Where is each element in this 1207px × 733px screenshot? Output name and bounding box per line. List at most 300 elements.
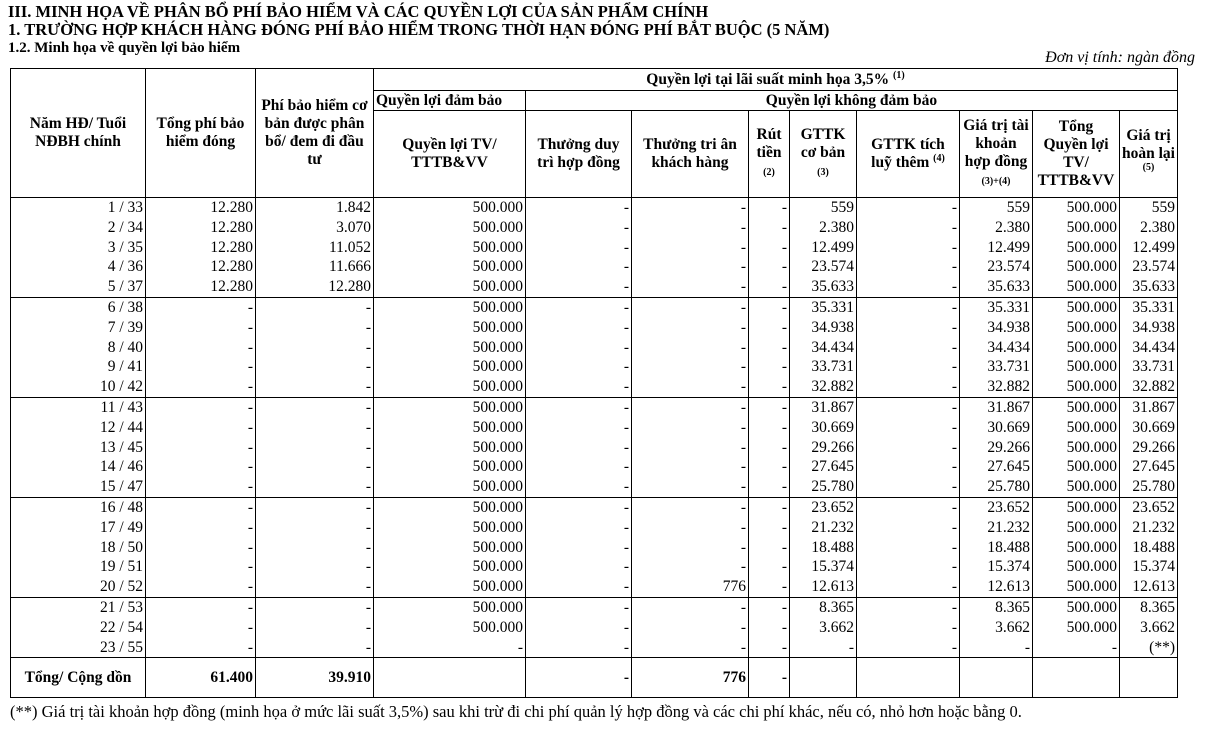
cell-value: - <box>623 598 629 616</box>
cell-value: 500.000 <box>472 418 523 436</box>
cell-value: 12.280 <box>210 199 253 216</box>
cell-value: 500.000 <box>1066 238 1117 256</box>
cell-value: 500.000 <box>472 558 523 576</box>
cell-value: - <box>781 538 787 556</box>
header-rate-group: Quyền lợi tại lãi suất minh họa 3,5% $^{(1)}$ <box>374 69 1178 91</box>
totals-account-value <box>960 658 1033 698</box>
cell-value: 34.434 <box>811 338 854 356</box>
cell-value: - <box>781 298 787 316</box>
totals-base-av <box>790 658 857 698</box>
cell-value: 500.000 <box>1066 278 1117 296</box>
cell-value: 1 / 33 <box>107 199 143 216</box>
cell-value: 17 / 49 <box>99 518 143 536</box>
cell-value: - <box>623 418 629 436</box>
cell-value: 23.652 <box>1132 498 1175 516</box>
cell-value: - <box>623 558 629 576</box>
cell-value: - <box>365 298 371 316</box>
cell-value: - <box>365 578 371 596</box>
totals-base-premium: 39.910 <box>256 658 374 698</box>
cell-value: - <box>247 358 253 376</box>
cell-value: 3.070 <box>336 218 371 236</box>
cell-value: - <box>781 338 787 356</box>
cell-value: - <box>951 258 957 276</box>
header-loyalty-bonus: Thưởng tri ân khách hàng <box>632 111 749 198</box>
cell-value: 500.000 <box>472 358 523 376</box>
cell-value: 23 / 55 <box>99 638 143 656</box>
cell-surrender <box>1120 597 1178 657</box>
cell-loyalty-bonus <box>632 198 749 298</box>
cell-value: 3.662 <box>819 618 854 636</box>
cell-value: 34.434 <box>1132 338 1175 356</box>
table-row-group <box>11 397 1178 497</box>
cell-value: 14 / 46 <box>99 458 143 476</box>
cell-value: - <box>781 618 787 636</box>
totals-maintenance-bonus: - <box>526 658 632 698</box>
cell-withdrawal <box>749 497 790 597</box>
cell-value: 500.000 <box>472 218 523 236</box>
footnote: (**) Giá trị tài khoản hợp đồng (minh họa ở mức lãi suất 3,5%) sau khi trừ đi chi phí quản lý hợp đồng và các chi phí khác, nếu có, nhỏ hơn hoặc bằng 0. <box>10 702 1022 721</box>
cell-loyalty-bonus <box>632 397 749 497</box>
cell-value: - <box>623 318 629 336</box>
cell-value: - <box>740 638 746 656</box>
cell-value: - <box>951 618 957 636</box>
cell-value: 2.380 <box>819 218 854 236</box>
cell-total-benefit <box>1033 597 1120 657</box>
cell-value: 25.780 <box>987 478 1030 496</box>
cell-value: 500.000 <box>1066 578 1117 596</box>
cell-base-av <box>790 198 857 298</box>
cell-value: 12.280 <box>210 258 253 276</box>
cell-value: - <box>365 458 371 476</box>
cell-extra-av <box>857 198 960 298</box>
cell-value: - <box>951 418 957 436</box>
header-total-premium: Tổng phí bảo hiểm đóng <box>146 69 256 198</box>
cell-value: 6 / 38 <box>107 298 143 316</box>
cell-value: 2 / 34 <box>107 218 143 236</box>
cell-value: 12.280 <box>210 238 253 256</box>
cell-value: 3.662 <box>995 618 1030 636</box>
cell-extra-av <box>857 297 960 397</box>
cell-value: - <box>247 318 253 336</box>
cell-death-benefit <box>374 497 526 597</box>
cell-value: - <box>365 358 371 376</box>
cell-value: 500.000 <box>472 318 523 336</box>
cell-value: - <box>740 478 746 496</box>
cell-value: - <box>365 498 371 516</box>
cell-value: 27.645 <box>987 458 1030 476</box>
cell-base-premium <box>256 597 374 657</box>
cell-value: - <box>740 438 746 456</box>
cell-value: - <box>740 258 746 276</box>
cell-account-value <box>960 397 1033 497</box>
cell-value: - <box>740 318 746 336</box>
cell-value: - <box>623 298 629 316</box>
cell-value: 4 / 36 <box>107 258 143 276</box>
cell-value: - <box>781 238 787 256</box>
cell-value: 559 <box>1151 199 1175 216</box>
cell-extra-av <box>857 597 960 657</box>
cell-withdrawal <box>749 297 790 397</box>
cell-value: 500.000 <box>1066 398 1117 416</box>
cell-value: - <box>247 538 253 556</box>
cell-value: 2.380 <box>1140 218 1175 236</box>
cell-value: 15 / 47 <box>99 478 143 496</box>
cell-value: 500.000 <box>472 578 523 596</box>
cell-value: - <box>951 598 957 616</box>
cell-value: - <box>951 458 957 476</box>
cell-value: 35.331 <box>811 298 854 316</box>
cell-total-benefit <box>1033 297 1120 397</box>
cell-value: - <box>623 238 629 256</box>
cell-value: - <box>365 318 371 336</box>
cell-value: - <box>781 418 787 436</box>
cell-value: - <box>781 578 787 596</box>
cell-value: 32.882 <box>811 378 854 396</box>
cell-value: 12.613 <box>987 578 1030 596</box>
cell-value: - <box>247 398 253 416</box>
cell-value: - <box>781 458 787 476</box>
cell-base-av <box>790 297 857 397</box>
cell-value: 500.000 <box>1066 378 1117 396</box>
cell-death-benefit <box>374 297 526 397</box>
cell-value: - <box>1024 638 1030 656</box>
cell-value: 500.000 <box>472 378 523 396</box>
cell-base-av <box>790 597 857 657</box>
cell-account-value <box>960 198 1033 298</box>
cell-value: - <box>781 638 787 656</box>
cell-total-benefit <box>1033 397 1120 497</box>
cell-value: 23.574 <box>1132 258 1175 276</box>
cell-value: 776 <box>722 578 746 596</box>
cell-value: - <box>848 638 854 656</box>
cell-value: 25.780 <box>811 478 854 496</box>
cell-value: 27.645 <box>811 458 854 476</box>
cell-value: - <box>781 358 787 376</box>
cell-value: 15.374 <box>811 558 854 576</box>
cell-value: 27.645 <box>1132 458 1175 476</box>
cell-value: 500.000 <box>1066 438 1117 456</box>
cell-value: 34.938 <box>1132 318 1175 336</box>
cell-extra-av <box>857 497 960 597</box>
cell-value: - <box>781 498 787 516</box>
cell-death-benefit <box>374 198 526 298</box>
cell-value: - <box>365 618 371 636</box>
cell-value: 500.000 <box>472 298 523 316</box>
cell-value: - <box>247 578 253 596</box>
cell-value: 25.780 <box>1132 478 1175 496</box>
cell-value: - <box>365 338 371 356</box>
totals-extra-av <box>857 658 960 698</box>
cell-year <box>11 497 146 597</box>
cell-value: - <box>365 418 371 436</box>
cell-total-premium <box>146 397 256 497</box>
cell-value: 500.000 <box>1066 298 1117 316</box>
cell-value: - <box>740 458 746 476</box>
cell-value: - <box>951 518 957 536</box>
cell-base-premium <box>256 198 374 298</box>
cell-value: - <box>740 358 746 376</box>
cell-value: - <box>623 398 629 416</box>
cell-value: 11 / 43 <box>100 398 143 416</box>
cell-value: - <box>740 378 746 396</box>
totals-row <box>11 658 1178 698</box>
cell-value: - <box>740 418 746 436</box>
cell-value: 35.633 <box>1132 278 1175 296</box>
unit-note: Đơn vị tính: ngàn đồng <box>1045 49 1195 66</box>
cell-value: - <box>623 578 629 596</box>
cell-value: - <box>623 358 629 376</box>
cell-base-premium <box>256 297 374 397</box>
cell-value: - <box>781 518 787 536</box>
cell-value: 31.867 <box>811 398 854 416</box>
cell-value: - <box>623 278 629 296</box>
cell-maintenance-bonus <box>526 397 632 497</box>
cell-value: - <box>781 438 787 456</box>
cell-value: 500.000 <box>472 438 523 456</box>
header-withdrawal: Rút tiền (2) <box>749 111 790 198</box>
cell-total-premium <box>146 497 256 597</box>
totals-total-premium: 61.400 <box>146 658 256 698</box>
cell-value: 33.731 <box>1132 358 1175 376</box>
cell-year <box>11 597 146 657</box>
cell-value: - <box>951 578 957 596</box>
cell-value: - <box>247 438 253 456</box>
cell-value: - <box>247 338 253 356</box>
cell-base-premium <box>256 497 374 597</box>
cell-value: 10 / 42 <box>99 378 143 396</box>
cell-value: - <box>951 478 957 496</box>
cell-value: - <box>365 378 371 396</box>
cell-year <box>11 198 146 298</box>
header-guaranteed-group: Quyền lợi đảm bảo <box>374 91 526 111</box>
cell-value: - <box>247 378 253 396</box>
cell-value: 15.374 <box>987 558 1030 576</box>
cell-value: 23.574 <box>987 258 1030 276</box>
cell-value: 18 / 50 <box>99 538 143 556</box>
totals-label: Tổng/ Cộng dồn <box>11 658 146 698</box>
cell-maintenance-bonus <box>526 198 632 298</box>
cell-value: - <box>781 478 787 496</box>
cell-value: 31.867 <box>1132 398 1175 416</box>
table-row-group <box>11 597 1178 657</box>
subsubsection-title: 1.2. Minh họa về quyền lợi bảo hiểm <box>8 40 241 56</box>
cell-value: 18.488 <box>811 538 854 556</box>
cell-value: 500.000 <box>1066 598 1117 616</box>
cell-value: - <box>740 238 746 256</box>
cell-account-value <box>960 497 1033 597</box>
table-row-group <box>11 297 1178 397</box>
cell-value: 33.731 <box>811 358 854 376</box>
cell-value: 30.669 <box>1132 418 1175 436</box>
cell-value: 500.000 <box>472 199 523 216</box>
cell-value: 500.000 <box>472 518 523 536</box>
cell-withdrawal <box>749 397 790 497</box>
cell-withdrawal <box>749 597 790 657</box>
header-maintenance-bonus: Thưởng duy trì hợp đồng <box>526 111 632 198</box>
cell-value: 29.266 <box>987 438 1030 456</box>
cell-value: - <box>623 538 629 556</box>
cell-value: 500.000 <box>1066 318 1117 336</box>
cell-value: - <box>623 458 629 476</box>
header-surrender: Giá trị hoàn lại $^{(5)}$ <box>1120 111 1178 198</box>
cell-value: - <box>623 199 629 216</box>
cell-value: 12.613 <box>1132 578 1175 596</box>
cell-value: 30.669 <box>987 418 1030 436</box>
cell-value: 12.280 <box>210 278 253 296</box>
cell-value: 12.613 <box>811 578 854 596</box>
cell-value: 500.000 <box>1066 478 1117 496</box>
cell-value: 500.000 <box>472 598 523 616</box>
cell-value: 7 / 39 <box>107 318 143 336</box>
cell-value: - <box>951 538 957 556</box>
cell-value: 12.280 <box>210 218 253 236</box>
cell-value: - <box>951 338 957 356</box>
cell-value: - <box>951 378 957 396</box>
cell-value: 30.669 <box>811 418 854 436</box>
cell-value: - <box>781 199 787 216</box>
cell-value: - <box>623 518 629 536</box>
cell-death-benefit <box>374 597 526 657</box>
cell-value: - <box>247 558 253 576</box>
cell-value: - <box>623 338 629 356</box>
cell-value: 500.000 <box>472 398 523 416</box>
totals-total-benefit <box>1033 658 1120 698</box>
cell-withdrawal <box>749 198 790 298</box>
cell-value: 34.938 <box>811 318 854 336</box>
cell-surrender <box>1120 198 1178 298</box>
cell-value: 500.000 <box>472 618 523 636</box>
cell-value: 19 / 51 <box>99 558 143 576</box>
cell-value: 33.731 <box>987 358 1030 376</box>
cell-value: 12.280 <box>328 278 371 296</box>
cell-value: - <box>740 298 746 316</box>
cell-death-benefit <box>374 397 526 497</box>
cell-value: - <box>247 458 253 476</box>
table-row-group <box>11 497 1178 597</box>
cell-value: 8.365 <box>1140 598 1175 616</box>
cell-value: - <box>781 318 787 336</box>
cell-value: 34.938 <box>987 318 1030 336</box>
cell-value: - <box>781 258 787 276</box>
cell-value: - <box>951 558 957 576</box>
cell-value: - <box>247 498 253 516</box>
cell-base-av <box>790 397 857 497</box>
cell-value: 500.000 <box>1066 558 1117 576</box>
cell-value: 500.000 <box>472 478 523 496</box>
cell-value: - <box>740 538 746 556</box>
cell-value: - <box>247 638 253 656</box>
header-base-av: GTTK cơ bản (3) <box>790 111 857 198</box>
cell-value: - <box>740 618 746 636</box>
cell-value: - <box>951 498 957 516</box>
cell-total-premium <box>146 297 256 397</box>
cell-value: - <box>740 338 746 356</box>
cell-value: 29.266 <box>811 438 854 456</box>
cell-value: - <box>623 438 629 456</box>
cell-value: 500.000 <box>1066 518 1117 536</box>
cell-value: - <box>623 218 629 236</box>
cell-total-premium <box>146 597 256 657</box>
cell-value: - <box>740 199 746 216</box>
cell-value: 8.365 <box>995 598 1030 616</box>
cell-total-benefit <box>1033 198 1120 298</box>
cell-value: 1.842 <box>336 199 371 216</box>
cell-value: 20 / 52 <box>99 578 143 596</box>
cell-loyalty-bonus <box>632 597 749 657</box>
cell-value: - <box>781 218 787 236</box>
cell-value: - <box>247 478 253 496</box>
cell-value: 32.882 <box>1132 378 1175 396</box>
cell-value: 500.000 <box>472 238 523 256</box>
cell-value: 2.380 <box>995 218 1030 236</box>
cell-value: 8 / 40 <box>107 338 143 356</box>
cell-value: - <box>781 558 787 576</box>
cell-value: 35.633 <box>987 278 1030 296</box>
cell-value: - <box>623 378 629 396</box>
cell-value: 21.232 <box>1132 518 1175 536</box>
cell-value: 21.232 <box>811 518 854 536</box>
header-death-benefit: Quyền lợi TV/ TTTB&VV <box>374 111 526 198</box>
cell-account-value <box>960 297 1033 397</box>
cell-value: - <box>740 498 746 516</box>
cell-loyalty-bonus <box>632 297 749 397</box>
cell-value: - <box>623 638 629 656</box>
cell-value: - <box>247 518 253 536</box>
cell-value: - <box>365 438 371 456</box>
cell-value: 500.000 <box>472 338 523 356</box>
cell-value: 500.000 <box>472 458 523 476</box>
cell-value: 500.000 <box>1066 258 1117 276</box>
cell-value: - <box>623 478 629 496</box>
cell-value: 500.000 <box>472 498 523 516</box>
cell-value: 32.882 <box>987 378 1030 396</box>
totals-withdrawal: - <box>749 658 790 698</box>
cell-base-premium <box>256 397 374 497</box>
subsection-title: 1. TRƯỜNG HỢP KHÁCH HÀNG ĐÓNG PHÍ BẢO HIỂM TRONG THỜI HẠN ĐÓNG PHÍ BẮT BUỘC (5 NĂM) <box>8 20 830 39</box>
cell-value: 34.434 <box>987 338 1030 356</box>
cell-value: - <box>781 278 787 296</box>
cell-value: 23.652 <box>811 498 854 516</box>
cell-value: 500.000 <box>1066 418 1117 436</box>
cell-value: 559 <box>830 199 854 216</box>
cell-value: - <box>740 558 746 576</box>
cell-value: 500.000 <box>1066 358 1117 376</box>
header-extra-av: GTTK tích luỹ thêm $^{(4)}$ <box>857 111 960 198</box>
cell-value: 18.488 <box>987 538 1030 556</box>
cell-value: 500.000 <box>1066 199 1117 216</box>
header-base-premium: Phí bảo hiểm cơ bản được phân bổ/ đem đi đầu tư <box>256 69 374 198</box>
cell-value: - <box>781 598 787 616</box>
cell-value: - <box>951 318 957 336</box>
cell-value: 29.266 <box>1132 438 1175 456</box>
cell-value: 31.867 <box>987 398 1030 416</box>
table-row-group <box>11 198 1178 298</box>
cell-value: - <box>623 258 629 276</box>
cell-value: 13 / 45 <box>99 438 143 456</box>
cell-total-premium <box>146 198 256 298</box>
cell-value: 500.000 <box>472 538 523 556</box>
cell-value: - <box>951 638 957 656</box>
cell-value: - <box>740 398 746 416</box>
totals-death-benefit <box>374 658 526 698</box>
cell-value: 12.499 <box>987 238 1030 256</box>
cell-value: 12.499 <box>1132 238 1175 256</box>
header-year: Năm HĐ/ Tuổi NĐBH chính <box>11 69 146 198</box>
totals-surrender <box>1120 658 1178 698</box>
cell-value: 5 / 37 <box>107 278 143 296</box>
cell-value: - <box>951 438 957 456</box>
totals-loyalty-bonus: 776 <box>632 658 749 698</box>
